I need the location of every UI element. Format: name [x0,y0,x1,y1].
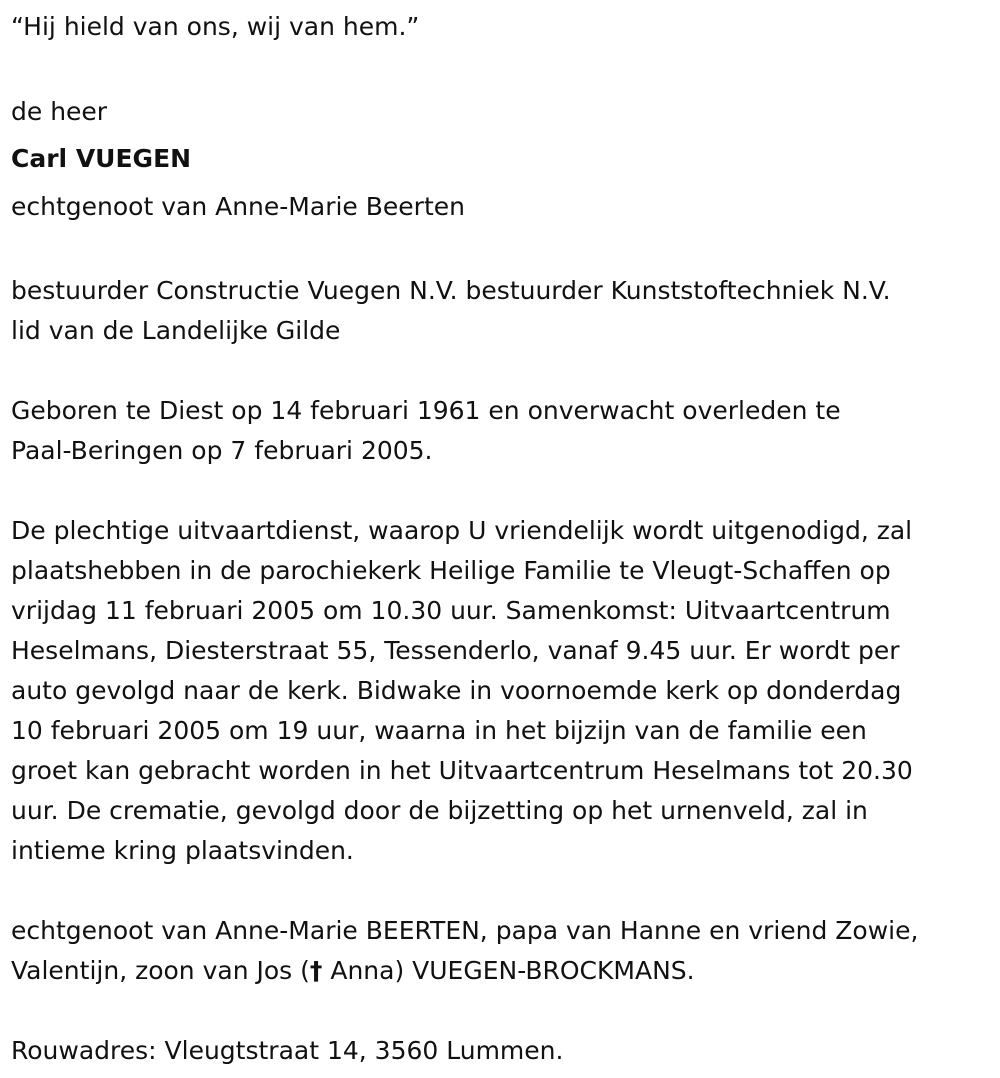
birth-death-block [11,391,990,471]
spacer [11,471,990,511]
spouse-line: echtgenoot van Anne-Marie Beerten [11,192,465,221]
funeral-line: auto gevolgd naar de kerk. Bidwake in voornoemde kerk op donderdag [11,676,902,705]
funeral-line: De plechtige uitvaartdienst, waarop U vriendelijk wordt uitgenodigd, zal [11,516,913,545]
family-block [11,911,990,991]
family-line: echtgenoot van Anne-Marie BEERTEN, papa van Hanne en vriend Zowie, [11,916,919,945]
mourning-address: Rouwadres: Vleugtstraat 14, 3560 Lummen. [11,1036,564,1065]
roles-block [11,271,990,351]
funeral-line: groet kan gebracht worden in het Uitvaartcentrum Heselmans tot 20.30 [11,756,913,785]
role-line: lid van de Landelijke Gilde [11,316,341,345]
deceased-name: Carl VUEGEN [11,144,192,173]
spacer [11,46,990,88]
role-line: bestuurder Constructie Vuegen N.V. bestuurder Kunststoftechniek N.V. [11,276,891,305]
birth-death-line: Paal-Beringen op 7 februari 2005. [11,436,433,465]
funeral-line: intieme kring plaatsvinden. [11,836,354,865]
family-text-before-cross: Valentijn, zoon van Jos ( [11,956,310,985]
spacer [11,351,990,391]
funeral-line: 10 februari 2005 om 19 uur, waarna in het bijzijn van de familie een [11,716,867,745]
family-text-after-cross: Anna) VUEGEN-BROCKMANS. [322,956,695,985]
spacer [11,871,990,911]
funeral-block [11,511,990,871]
funeral-line: plaatshebben in de parochiekerk Heilige Familie te Vleugt-Schaffen op [11,556,891,585]
birth-death-line: Geboren te Diest op 14 februari 1961 en onverwacht overleden te [11,396,841,425]
funeral-line: Heselmans, Diesterstraat 55, Tessenderlo, vanaf 9.45 uur. Er wordt per [11,636,900,665]
funeral-line: vrijdag 11 februari 2005 om 10.30 uur. Samenkomst: Uitvaartcentrum [11,596,891,625]
honorific-title: de heer [11,97,108,126]
family-line [11,951,990,991]
spacer [11,231,990,271]
funeral-line: uur. De crematie, gevolgd door de bijzetting op het urnenveld, zal in [11,796,868,825]
spacer [11,991,990,1031]
memorial-quote: “Hij hield van ons, wij van hem.” [11,12,420,41]
cross-icon: † [309,956,323,985]
